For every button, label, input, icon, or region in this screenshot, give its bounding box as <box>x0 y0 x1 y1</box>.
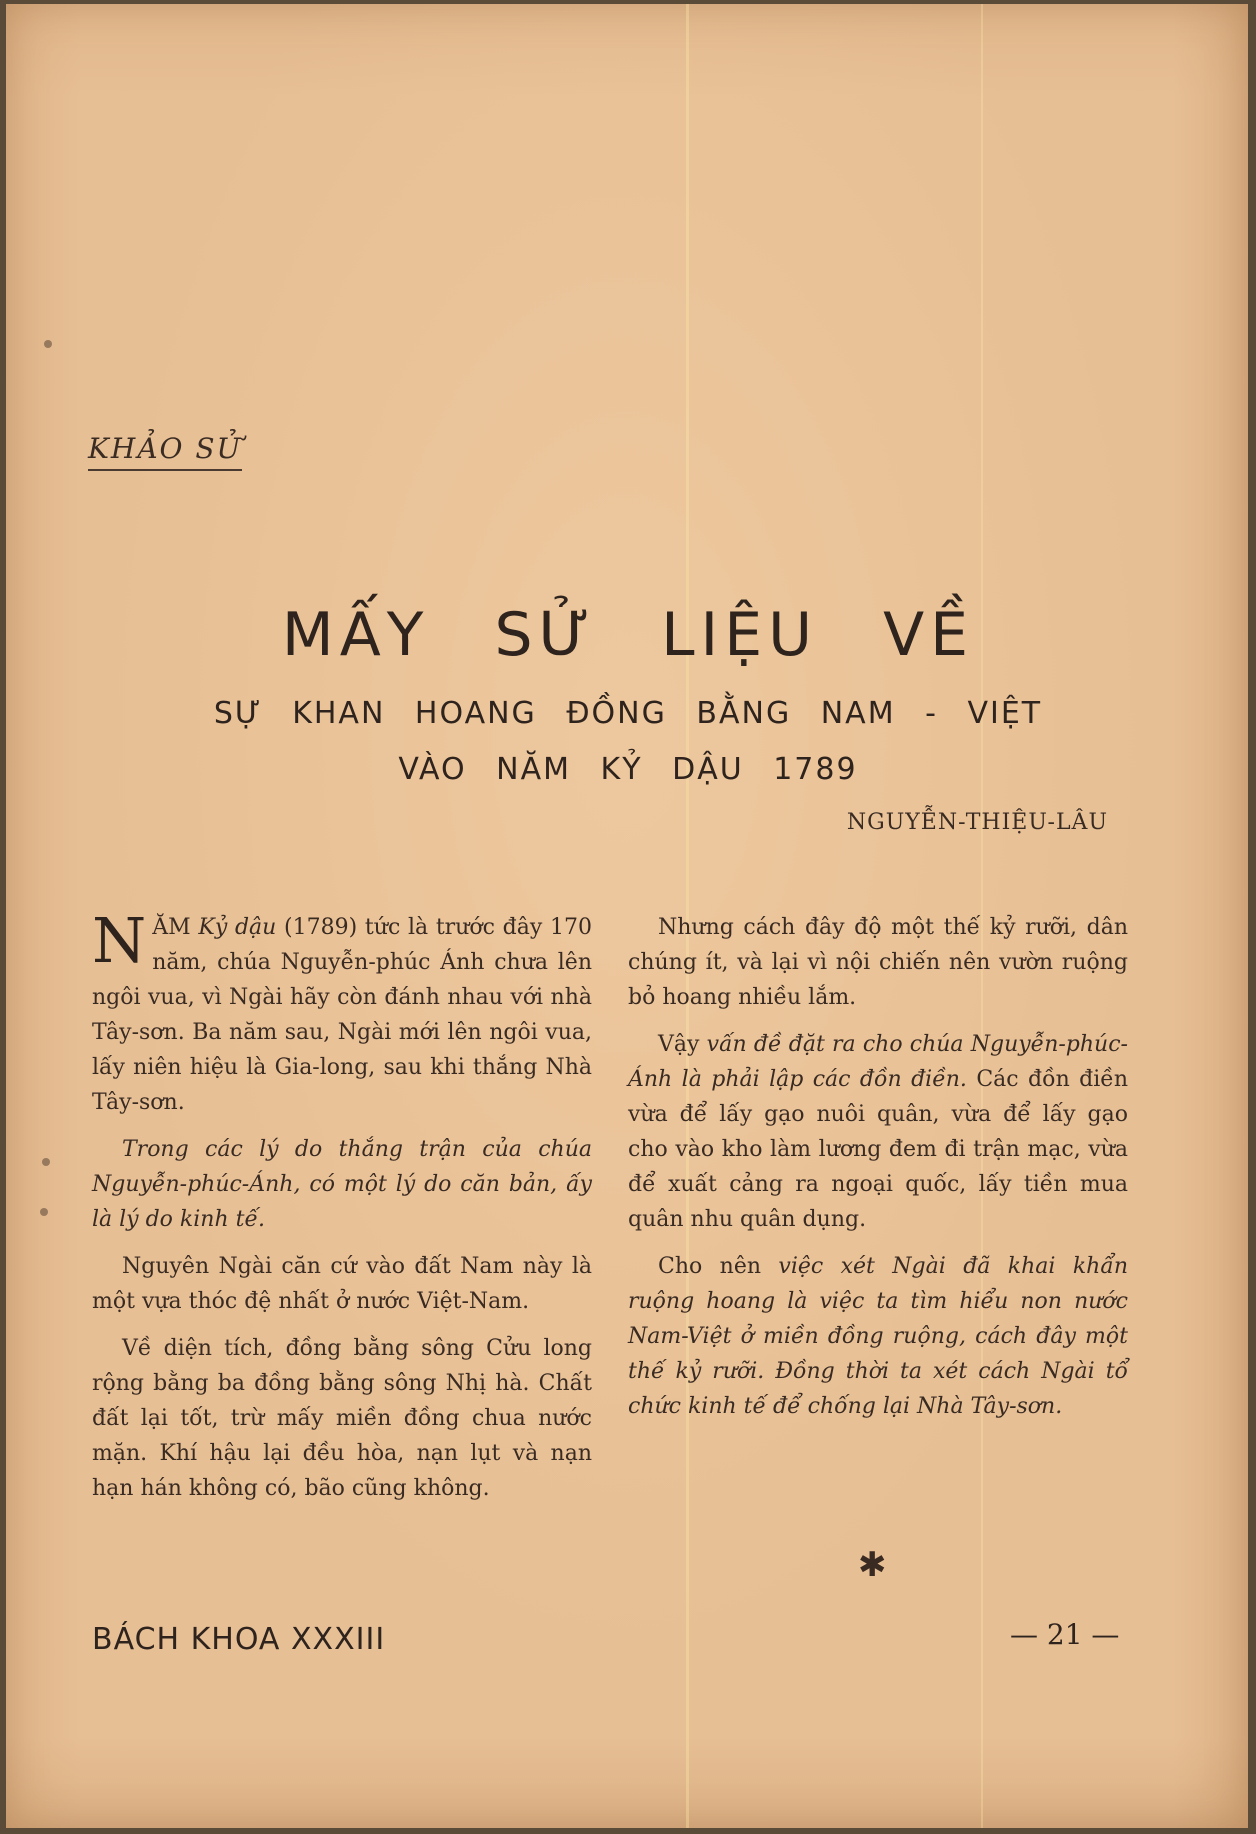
paragraph-italic: việc xét Ngài đã khai khẩn ruộng hoang là việc ta tìm hiểu non nước Nam-Việt ở miền đồng ruộng, cách đây một thế kỷ rưỡi. Đồng thời ta xét cách Ngài tổ chức kinh tế để chống lại Nhà Tây-sơn. <box>628 1254 1129 1419</box>
journal-name: BÁCH KHOA XXXIII <box>92 1622 386 1657</box>
paragraph-lead: ĂM <box>152 915 199 940</box>
paragraph <box>92 904 592 1120</box>
paragraph-lead: Cho nên <box>658 1254 779 1279</box>
paragraph: Nguyên Ngài căn cứ vào đất Nam này là một vựa thóc đệ nhất ở nước Việt-Nam. <box>92 1254 592 1314</box>
article-subtitle-line-1: SỰ KHAN HOANG ĐỒNG BẰNG NAM - VIỆT <box>213 696 1043 731</box>
binding-hole <box>44 340 52 348</box>
article-subtitle-line-2: VÀO NĂM KỶ DẬU 1789 <box>398 752 858 787</box>
paragraph: Trong các lý do thắng trận của chúa Nguyễn-phúc-Ánh, có một lý do căn bản, ấy là lý do kinh tế. <box>92 1137 592 1232</box>
article-title: MẤY SỬ LIỆU VỀ <box>281 600 975 670</box>
binding-hole <box>42 1158 50 1166</box>
paragraph-text: (1789) tức là trước đây 170 năm, chúa Nguyễn-phúc Ánh chưa lên ngôi vua, vì Ngài hãy còn đánh nhau với nhà Tây-sơn. Ba năm sau, Ngài mới lên ngôi vua, lấy niên hiệu là Gia-long, sau khi thắng Nhà Tây-sơn. <box>92 915 592 1115</box>
paragraph: Nhưng cách đây độ một thế kỷ rưỡi, dân chúng ít, và lại vì nội chiến nên vườn ruộng bỏ hoang nhiều lắm. <box>628 915 1128 1010</box>
paragraph-lead: Vậy <box>658 1032 707 1057</box>
right-column <box>628 910 1128 1436</box>
section-label: KHẢO SỬ <box>88 432 242 471</box>
asterism-ornament-icon: ✱ <box>858 1545 887 1585</box>
left-column <box>92 904 592 1518</box>
paragraph <box>628 1249 1128 1424</box>
paragraph-lead-italic: Kỷ dậu <box>198 915 277 940</box>
binding-hole <box>40 1208 48 1216</box>
paragraph <box>628 1027 1128 1237</box>
page-number: — 21 — <box>1010 1618 1120 1651</box>
author-name: NGUYỄN-THIỆU-LÂU <box>846 810 1108 835</box>
paragraph-italic: vấn đề đặt ra cho chúa Nguyễn-phúc-Ánh là phải lập các đồn điền. <box>628 1032 1128 1092</box>
paragraph: Về diện tích, đồng bằng sông Cửu long rộng bằng ba đồng bằng sông Nhị hà. Chất đất lại tốt, trừ mấy miền đồng chua nước mặn. Khí hậu lại đều hòa, nạn lụt và nạn hạn hán không có, bão cũng không. <box>92 1336 592 1501</box>
paragraph-text: Các đồn điền vừa để lấy gạo nuôi quân, vừa để lấy gạo cho vào kho làm lương đem đi trận mạc, vừa để xuất cảng ra ngoại quốc, lấy tiền mua quân nhu quân dụng. <box>628 1067 1128 1232</box>
drop-cap: N <box>92 904 147 977</box>
